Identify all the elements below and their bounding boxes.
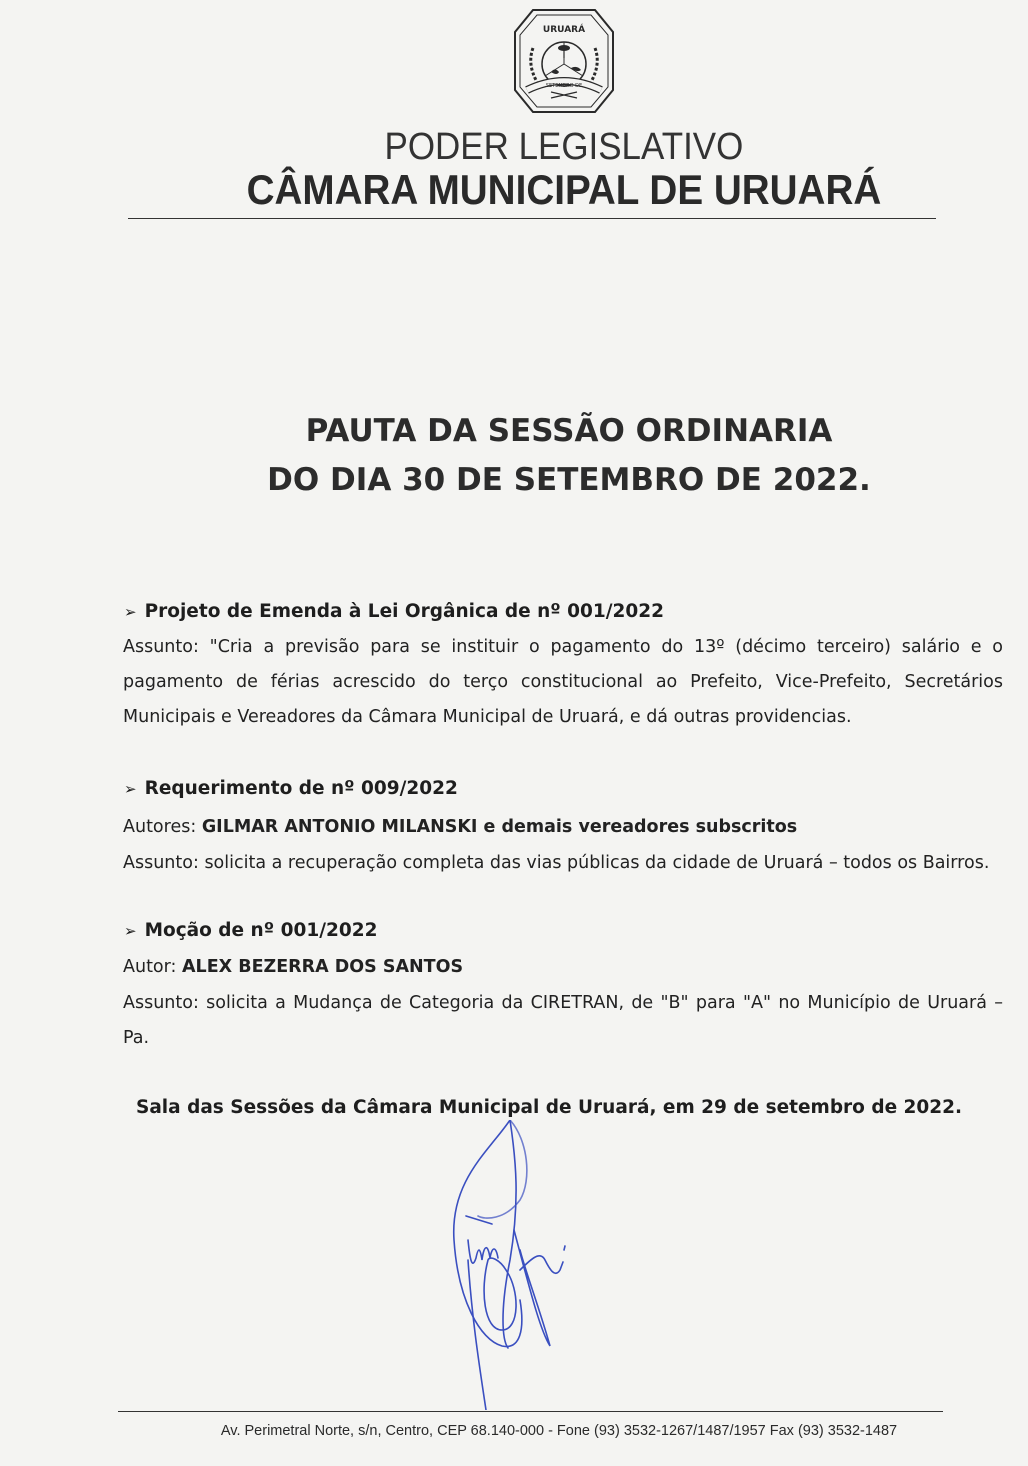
agenda-item-subject [123,986,1003,1056]
document-title-line2: DO DIA 30 DE SETEMBRO DE 2022. [267,462,871,498]
author-label: Autor: [123,957,177,977]
agenda-item-title: Moção de nº 001/2022 [144,920,378,941]
agenda-item-heading [124,601,664,622]
agenda-item-authors [123,817,797,837]
agenda-item-heading [124,778,458,799]
agenda-item-title: Projeto de Emenda à Lei Orgânica de nº 001/2022 [144,601,665,622]
agenda-item-subject [123,630,1003,735]
svg-text:SETEMBRO DE: SETEMBRO DE [545,83,583,89]
subject-label: Assunto: [123,993,199,1013]
arrow-bullet-icon: ➢ [124,603,137,621]
arrow-bullet-icon: ➢ [124,780,137,798]
svg-text:URUARÁ: URUARÁ [542,25,586,35]
subject-label: Assunto: [123,853,199,873]
subject-text: solicita a recuperação completa das vias públicas da cidade de Uruará – todos os Bairros. [204,853,990,873]
header-chamber-name: CÂMARA MUNICIPAL DE URUARÁ [246,166,882,213]
header-divider [128,218,936,219]
agenda-item-heading [124,920,377,941]
subject-text: solicita a Mudança de Categoria da CIRETRAN, de "B" para "A" no Município de Uruará – Pa. [123,993,1003,1048]
closing-statement: Sala das Sessões da Câmara Municipal de Uruará, em 29 de setembro de 2022. [136,1097,963,1118]
author-name: ALEX BEZERRA DOS SANTOS [182,957,464,977]
authors-label: Autores: [123,817,197,837]
agenda-item-subject [123,846,1003,881]
agenda-item-title: Requerimento de nº 009/2022 [144,778,458,799]
document-title-line1: PAUTA DA SESSÃO ORDINARIA [305,413,833,449]
authors-names: GILMAR ANTONIO MILANSKI e demais vereadores subscritos [201,817,798,837]
municipal-seal-icon [511,6,617,116]
header-legislative-power: PODER LEGISLATIVO [384,126,744,168]
handwritten-signature-icon [430,1120,620,1410]
footer-divider [118,1411,943,1412]
subject-label: Assunto: [123,637,199,657]
footer-address: Av. Perimetral Norte, s/n, Centro, CEP 68.140-000 - Fone (93) 3532-1267/1487/1957 Fax (93) 3532-1487 [220,1423,898,1439]
arrow-bullet-icon: ➢ [124,922,137,940]
subject-text: "Cria a previsão para se instituir o pagamento do 13º (décimo terceiro) salário e o pagamento de férias acrescido do terço constitucional ao Prefeito, Vice-Prefeito, Secretários Municipais e Vereadores da Câmara Municipal de Uruará, e dá outras providencias. [123,637,1003,727]
agenda-item-author [123,957,463,977]
